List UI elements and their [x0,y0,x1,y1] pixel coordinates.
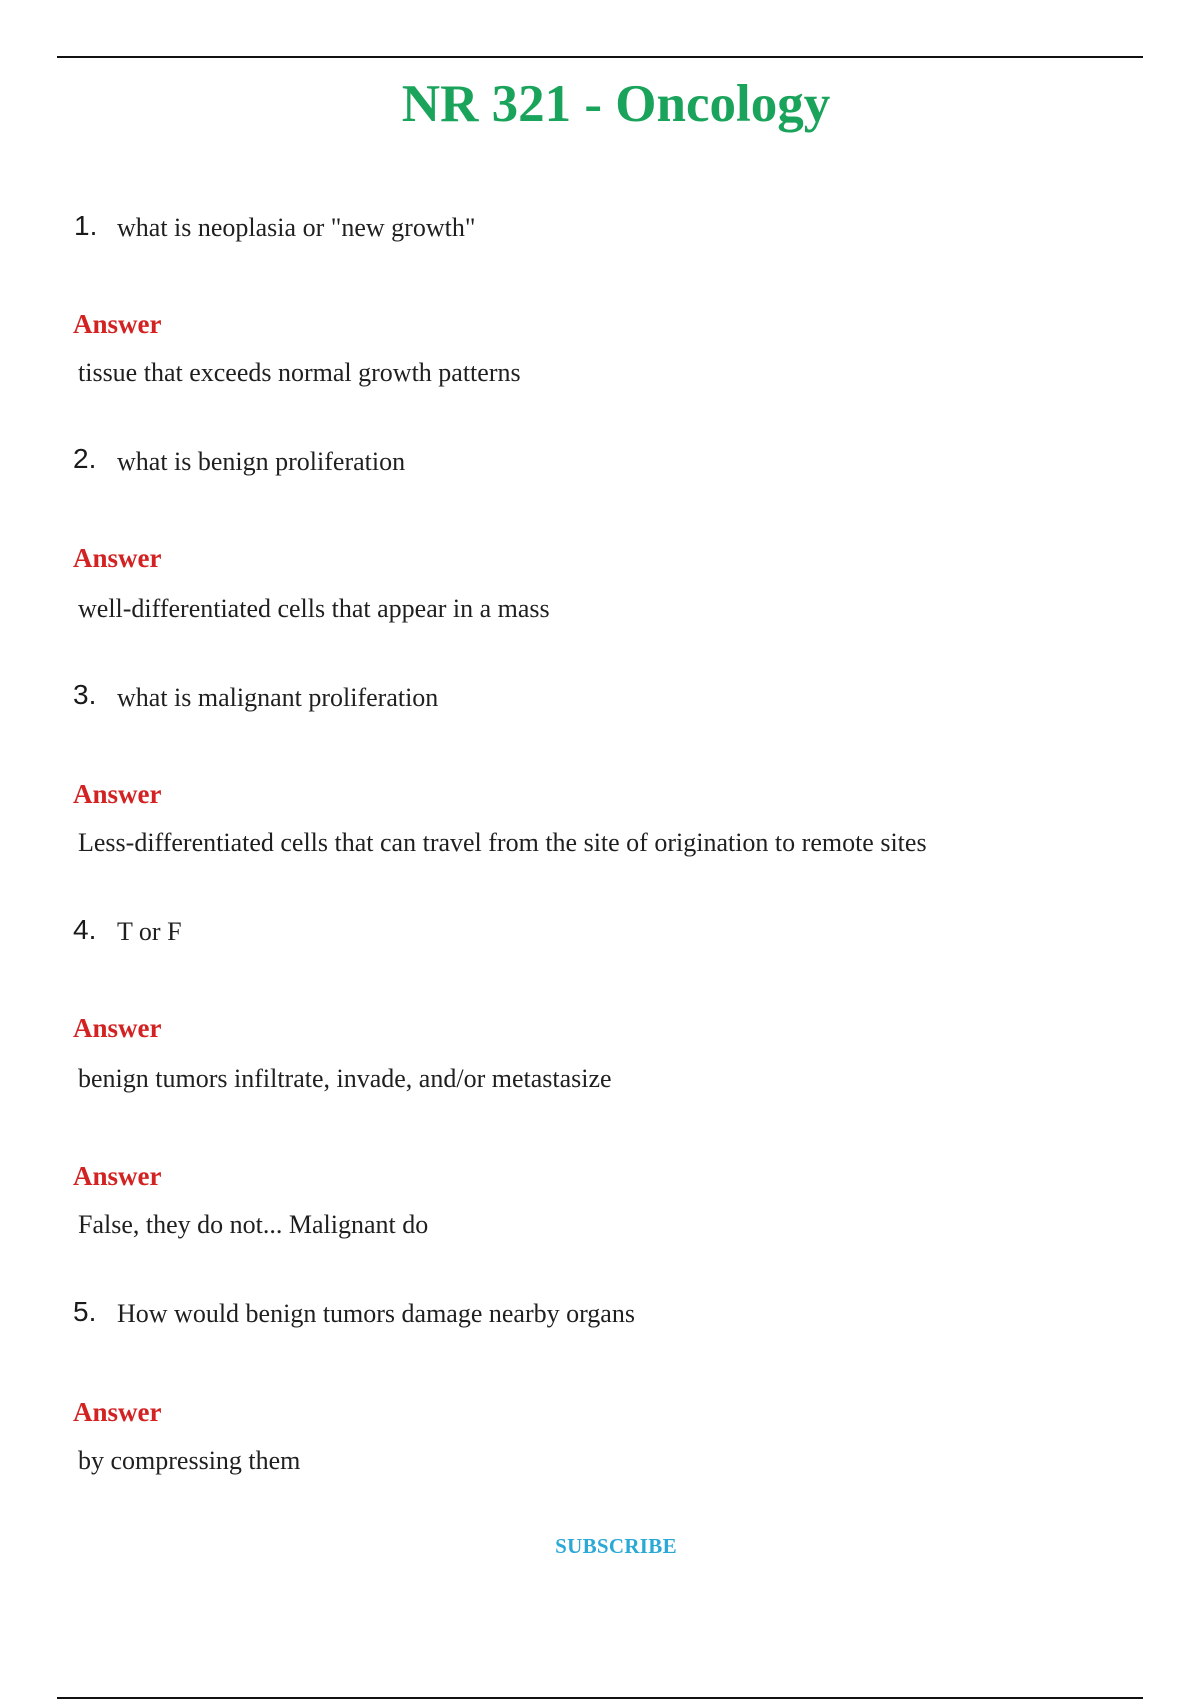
subscribe-link[interactable]: SUBSCRIBE [555,1534,677,1558]
bottom-rule [57,1697,1143,1699]
answer-text: well-differentiated cells that appear in a mass [78,594,550,623]
answer-label: Answer [73,1397,162,1427]
answer-label: Answer [73,1161,162,1191]
question-number: 2. [73,443,97,474]
answer-text: tissue that exceeds normal growth patterns [78,358,521,387]
answer-label: Answer [73,1013,162,1043]
question-number: 4. [73,914,97,945]
question-number: 5. [73,1296,97,1327]
answer-label: Answer [73,779,162,809]
answer-label: Answer [73,309,162,339]
question-text: How would benign tumors damage nearby organs [117,1299,635,1328]
answer-text: Less-differentiated cells that can travel from the site of origination to remote sites [78,828,927,857]
question-number: 1. [74,210,98,241]
answer-text: False, they do not... Malignant do [78,1210,429,1239]
page-title: NR 321 - Oncology [401,75,831,133]
answer-text: by compressing them [78,1446,301,1475]
question-text: what is neoplasia or "new growth" [117,213,476,242]
answer-text: benign tumors infiltrate, invade, and/or metastasize [78,1064,612,1093]
question-number: 3. [73,679,97,710]
question-text: T or F [117,917,182,946]
answer-label: Answer [73,543,162,573]
question-text: what is benign proliferation [117,447,406,476]
question-text: what is malignant proliferation [117,683,439,712]
top-rule [57,56,1143,58]
